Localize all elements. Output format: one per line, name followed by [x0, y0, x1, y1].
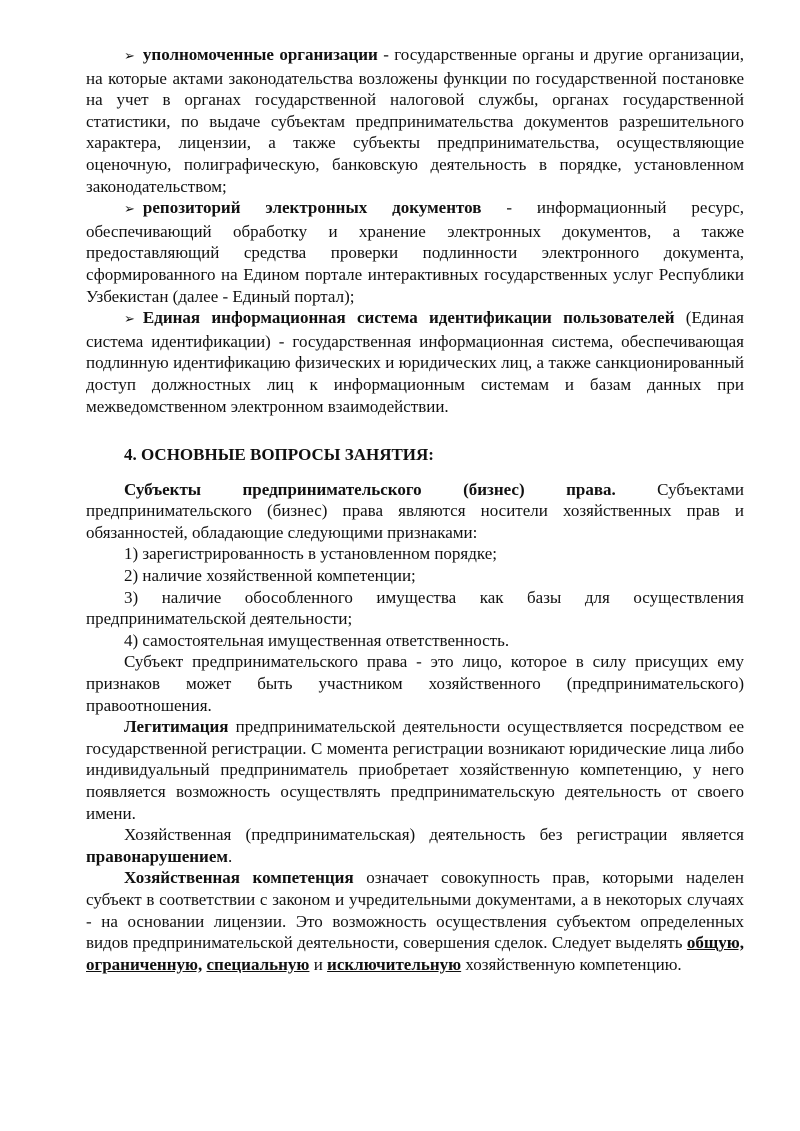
term-limited: ограниченную, [86, 954, 203, 974]
bullet-item [86, 44, 744, 197]
paragraph-legitimation: Легитимация предпринимательской деятельности осуществляется посредством ее государственной регистрации. С момента регистрации возникают юридические лица либо индивидуальный предприниматель приобретает хозяйственную компетенцию, у него появляется возможность осуществлять предпринимательскую деятельность от своего имени. [86, 717, 744, 823]
arrow-bullet-icon: ➢ [124, 202, 135, 218]
arrow-bullet-icon: ➢ [124, 49, 135, 64]
term-general: общую, [686, 933, 744, 953]
list-item: 1) зарегистрированность в установленном порядке; [124, 544, 497, 564]
bullet-item [86, 197, 744, 307]
term: репозиторий электронных документов [142, 198, 482, 218]
definition: (Единая система идентификации) - государственная информационная система, обеспечивающая подлинную идентификацию физических и юридических лиц, а также санкционированный доступ должностных лиц к информационным системам и базам данных при межведомственном электронном взаимодействии. [86, 308, 744, 416]
document-page [86, 44, 744, 975]
term: правонарушением [86, 846, 228, 866]
term-exclusive: исключительную [327, 954, 462, 974]
bullet-item [86, 307, 744, 417]
paragraph-subject-definition: Субъект предпринимательского права - это лицо, которое в силу присущих ему признаков может быть участником хозяйственного (предпринимательского) правоотношения. [86, 652, 744, 715]
definition: - информационный ресурс, обеспечивающий обработку и хранение электронных документов, а также предоставляющий средства проверки подлинности электронного документа, сформированного на Едином портале интерактивных государственных услуг Республики Узбекистан (далее - Единый портал); [86, 198, 745, 306]
list-item: 2) наличие хозяйственной компетенции; [124, 566, 416, 586]
list-item: 4) самостоятельная имущественная ответственность. [124, 630, 510, 650]
term: Легитимация [124, 717, 229, 737]
term-special: специальную [206, 954, 310, 974]
paragraph-competence: Хозяйственная компетенция означает совокупность прав, которыми наделен субъект в соответствии с законом и учредительными документами, а в некоторых случаях - на основании лицензии. Это возможность осуществления субъектом определенных видов предпринимательской деятельности, совершения сделок. Следует выделять общую, ограниченную, специальную и исключительную хозяйственную компетенцию. [86, 868, 745, 974]
term: Хозяйственная компетенция [124, 868, 354, 888]
arrow-bullet-icon: ➢ [124, 312, 135, 328]
section-heading: 4. ОСНОВНЫЕ ВОПРОСЫ ЗАНЯТИЯ: [124, 445, 434, 465]
definition: - государственные органы и другие организации, на которые актами законодательства возложены функции по государственной постановке на учет в органах государственной налоговой службы, органах государственной статистики, по выдаче субъектам предпринимательства документов разрешительного характера, лицензии, а также субъекты предпринимательства, осуществляющие оценочную, полиграфическую, банковскую деятельность в порядке, установленном законодательством; [86, 45, 744, 196]
term: Субъекты предпринимательского (бизнес) права. [124, 479, 616, 499]
term: Единая информационная система идентификации пользователей [142, 308, 675, 328]
term: уполномоченные организации [142, 45, 378, 64]
paragraph-no-registration: Хозяйственная (предпринимательская) деятельность без регистрации является правонарушением. [86, 825, 744, 866]
paragraph-subjects: Субъекты предпринимательского (бизнес) права. Субъектами предпринимательского (бизнес) права являются носители хозяйственных прав и обязанностей, обладающие следующими признаками: [86, 479, 745, 542]
list-item: 3) наличие обособленного имущества как базы для осуществления предпринимательской деятельности; [86, 587, 744, 629]
